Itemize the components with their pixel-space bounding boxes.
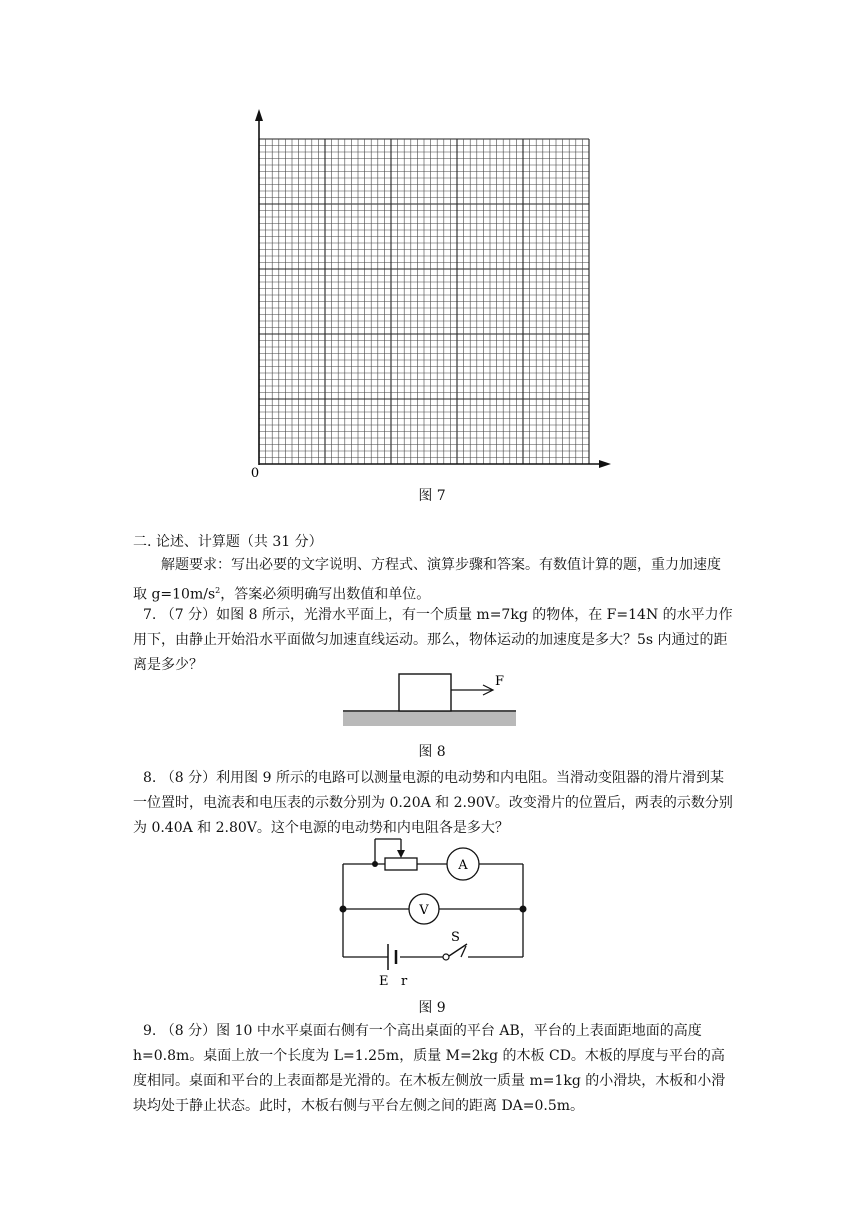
requirement-text-main: 解题要求：写出必要的文字说明、方程式、演算步骤和答案。有数值计算的题，重力加速度取 g=10m/s [133, 557, 721, 603]
section-heading: 二. 论述、计算题（共 31 分） [133, 534, 323, 550]
figure9-circuit [330, 833, 540, 993]
origin-label: 0 [250, 466, 260, 481]
junction-dot [340, 906, 347, 913]
requirement-paragraph [133, 553, 733, 608]
block [399, 674, 451, 711]
junction-dot [372, 861, 378, 867]
slider-arrowhead [397, 850, 405, 858]
figure9-caption: 图 9 [418, 1000, 446, 1016]
rheostat [385, 858, 417, 870]
voltmeter-label: V [419, 903, 429, 918]
y-axis-arrow [255, 109, 263, 121]
figure8-caption: 图 8 [418, 744, 446, 760]
force-label: F [495, 674, 505, 689]
problem8-text: 8. （8 分）利用图 9 所示的电路可以测量电源的电动势和内电阻。当滑动变阻器的滑片滑到某一位置时，电流表和电压表的示数分别为 0.20A 和 2.90V。改变滑片的位置后，两表的示数分别为 0.40A 和 2.80V。这个电源的电动势和内电阻各是多大？ [133, 770, 733, 836]
figure7-graph-paper [245, 105, 620, 485]
grid-lines [259, 139, 589, 464]
figure7-caption: 图 7 [418, 488, 446, 504]
switch-label: S [451, 930, 460, 945]
ammeter-label: A [458, 858, 468, 873]
problem7-text: 7. （7 分）如图 8 所示，光滑水平面上，有一个质量 m=7kg 的物体，在 F=14N 的水平力作用下，由静止开始沿水平面做匀加速直线运动。那么，物体运动的加速度是多大？5s 内通过的距离是多少？ [133, 607, 733, 673]
resistance-label: r [401, 974, 408, 989]
x-axis-arrow [599, 460, 611, 468]
requirement-superscript: 2 [215, 586, 221, 595]
requirement-text-tail: ，答案必须明确写出数值和单位。 [220, 586, 431, 603]
emf-label: E [379, 974, 389, 989]
ground-surface [343, 712, 516, 726]
figure8-block-diagram [340, 668, 520, 730]
problem9-text: 9. （8 分）图 10 中水平桌面右侧有一个高出桌面的平台 AB，平台的上表面距地面的高度 h=0.8m。桌面上放一个长度为 L=1.25m，质量 M=2kg 的木板 CD。木板的厚度与平台的高度相同。桌面和平台的上表面都是光滑的。在木板左侧放一质量 m=1kg 的小滑块，木板和小滑块均处于静止状态。此时，木板右侧与平台左侧之间的距离 DA=0.5m。 [133, 1023, 726, 1114]
junction-dot [520, 906, 527, 913]
switch-contact [443, 954, 449, 960]
